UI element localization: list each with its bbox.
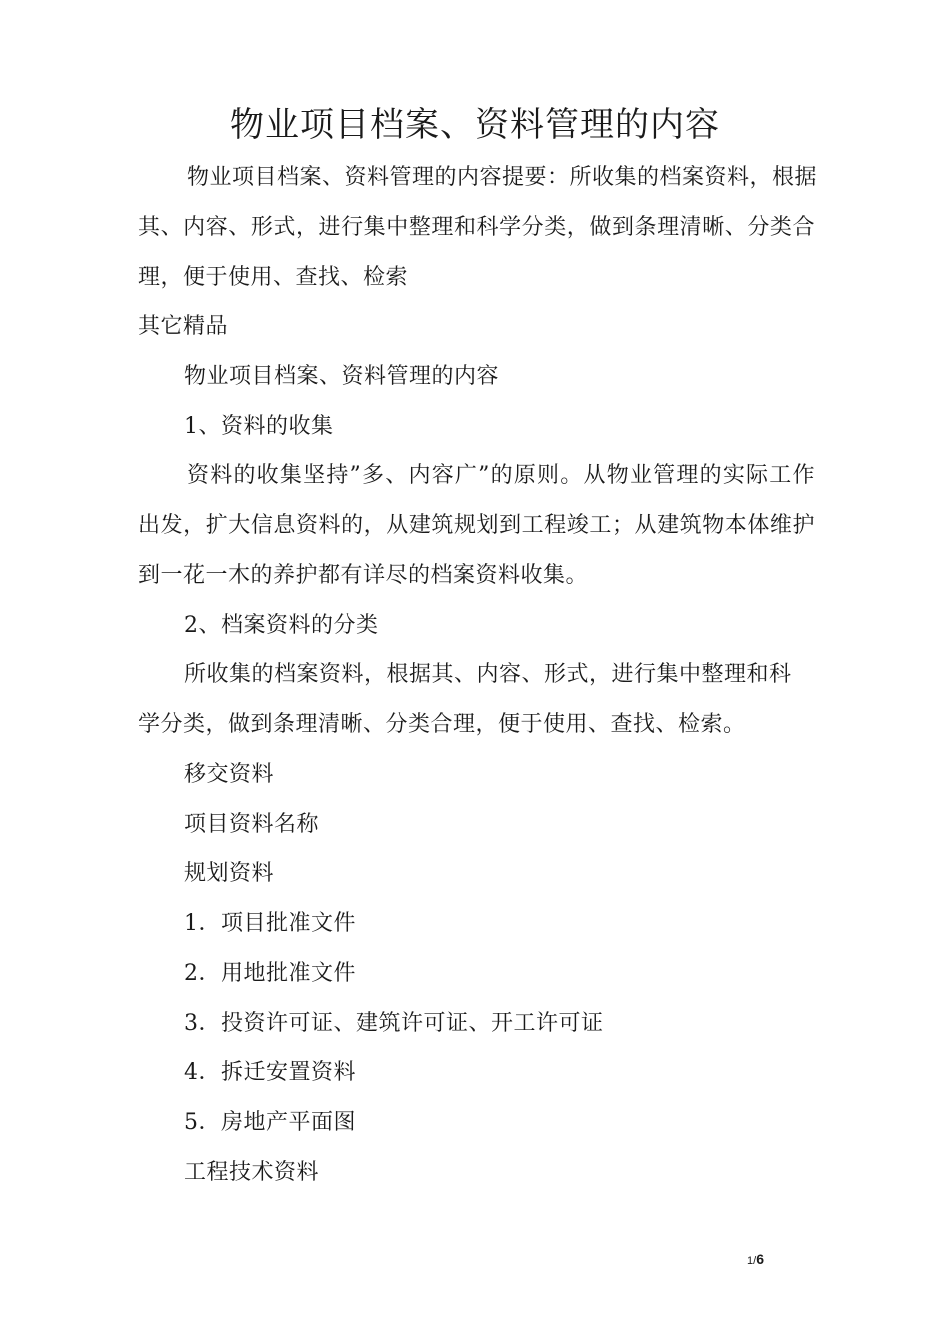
document-title: 物业项目档案、资料管理的内容 <box>230 105 720 145</box>
page-number-current: 1 <box>747 1255 754 1267</box>
planning-item-5: 5．房地产平面图 <box>184 1110 356 1135</box>
page-number-total: 6 <box>756 1251 764 1267</box>
section-1-line-3: 到一花一木的养护都有详尽的档案资料收集。 <box>138 563 589 588</box>
section-1-line-1: 资料的收集坚持”多、内容广”的原则。从物业管理的实际工作 <box>187 463 815 488</box>
page-number <box>747 1252 764 1268</box>
section-2-heading: 2、档案资料的分类 <box>184 613 379 638</box>
summary-line-3: 理，便于使用、查找、检索 <box>138 265 409 290</box>
transfer-label: 移交资料 <box>184 762 275 787</box>
planning-item-4: 4．拆迁安置资料 <box>184 1060 356 1085</box>
other-label: 其它精品 <box>138 314 229 339</box>
planning-item-2: 2．用地批准文件 <box>184 961 356 986</box>
section-2-line-2: 学分类，做到条理清晰、分类合理，便于使用、查找、检索。 <box>138 712 746 737</box>
section-1-heading: 1、资料的收集 <box>184 414 334 439</box>
section-2-line-1: 所收集的档案资料，根据其、内容、形式，进行集中整理和科 <box>184 662 792 687</box>
engineering-label: 工程技术资料 <box>184 1160 320 1185</box>
subtitle: 物业项目档案、资料管理的内容 <box>184 364 500 389</box>
planning-label: 规划资料 <box>184 861 275 886</box>
summary-line-2: 其、内容、形式，进行集中整理和科学分类，做到条理清晰、分类合 <box>138 215 815 240</box>
page-number-separator: / <box>753 1255 757 1267</box>
planning-item-1: 1．项目批准文件 <box>184 911 356 936</box>
project-name-label: 项目资料名称 <box>184 812 320 837</box>
summary-line-1: 物业项目档案、资料管理的内容提要：所收集的档案资料，根据 <box>187 165 818 190</box>
section-1-line-2: 出发，扩大信息资料的，从建筑规划到工程竣工；从建筑物本体维护 <box>138 513 815 538</box>
planning-item-3: 3．投资许可证、建筑许可证、开工许可证 <box>184 1011 604 1036</box>
